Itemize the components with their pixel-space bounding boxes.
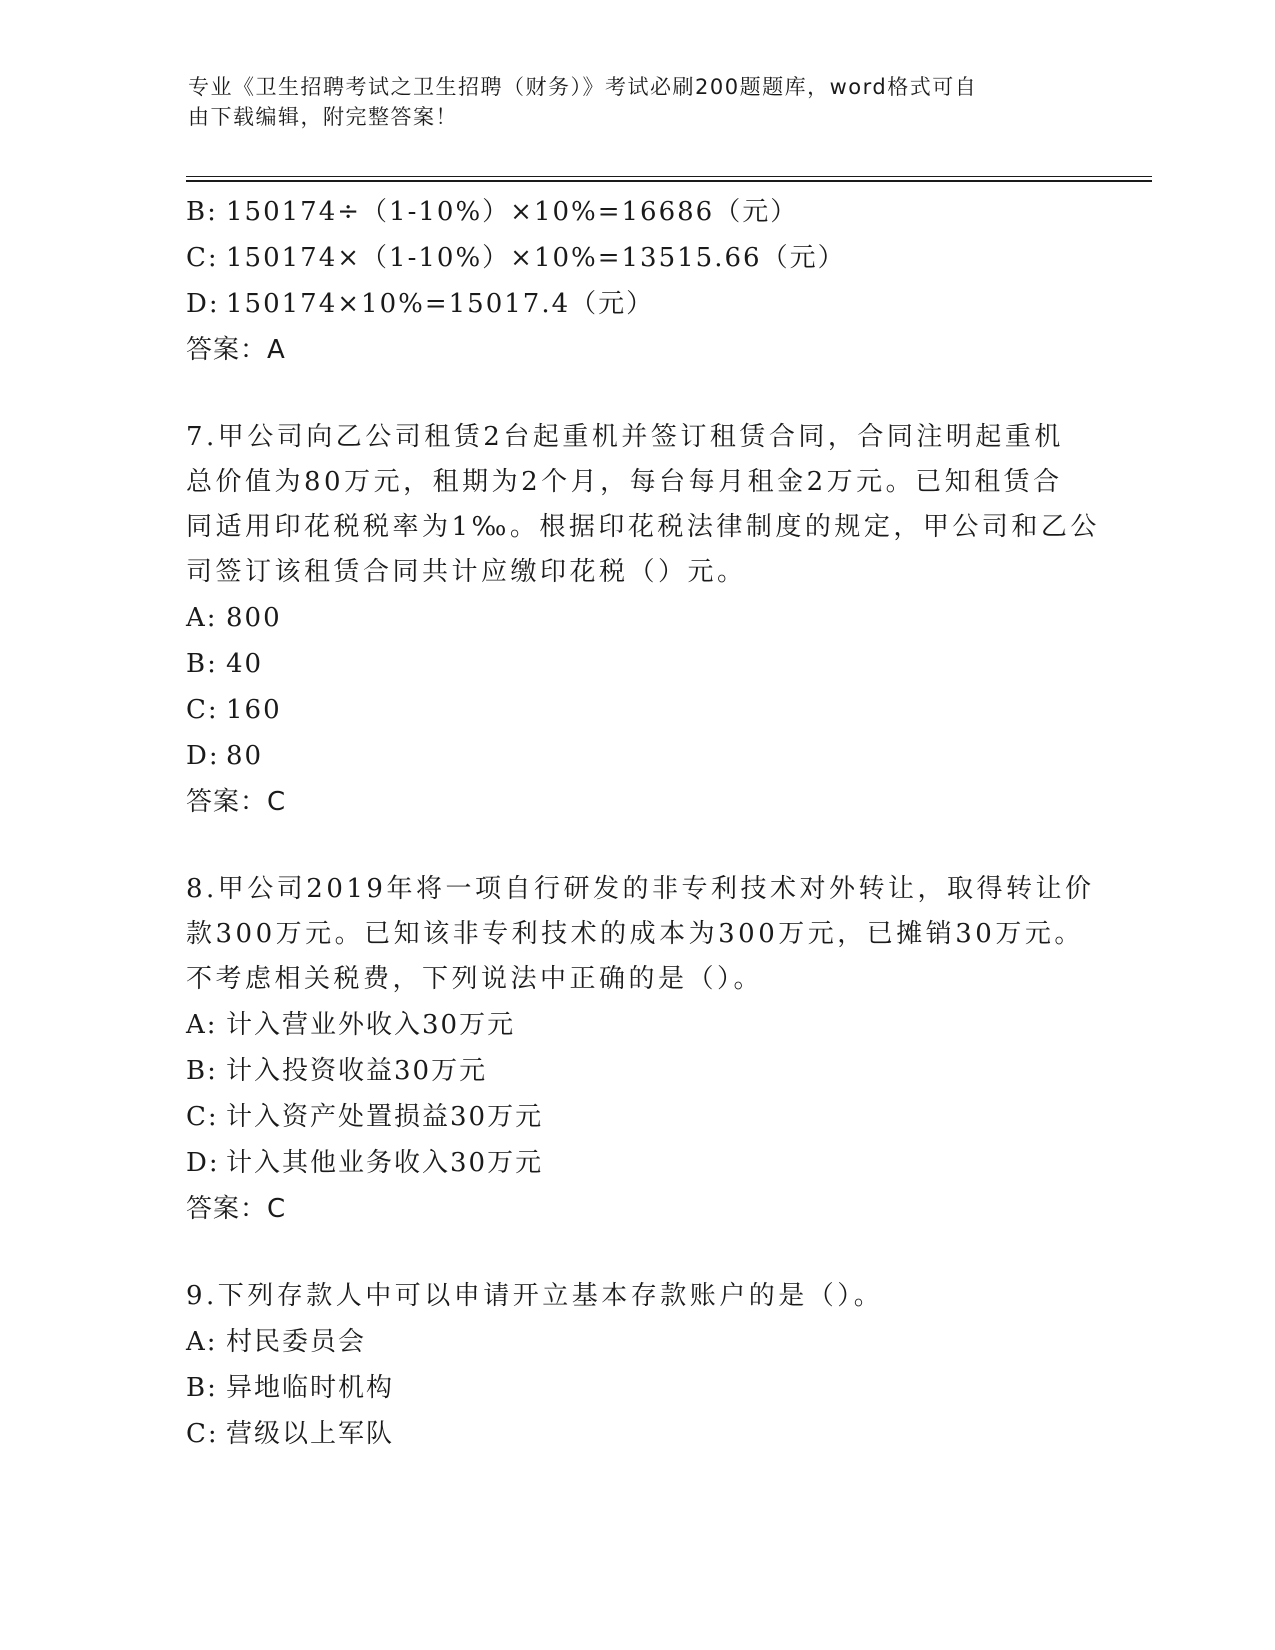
spacer xyxy=(186,825,1076,867)
question-9 xyxy=(186,1274,1076,1457)
question-text-line: 同适用印花税税率为1‰。根据印花税法律制度的规定，甲公司和乙公 xyxy=(186,512,1100,542)
question-text-line: 总价值为80万元，租期为2个月，每台每月租金2万元。已知租赁合 xyxy=(186,467,1063,497)
question-text-line: 9.下列存款人中可以申请开立基本存款账户的是（）。 xyxy=(186,1281,884,1311)
option-c: C: 150174×（1-10%）×10%=13515.66（元） xyxy=(186,243,846,273)
question-7 xyxy=(186,415,1100,825)
document-body xyxy=(186,189,1100,1457)
option-c: C: 160 xyxy=(186,695,282,725)
option-d: D: 计入其他业务收入30万元 xyxy=(186,1148,544,1178)
option-b: B: 计入投资收益30万元 xyxy=(186,1056,488,1086)
document-header xyxy=(188,72,1078,132)
answer-line: 答案：C xyxy=(186,787,287,817)
option-d: D: 80 xyxy=(186,741,264,771)
question-text-line: 8.甲公司2019年将一项自行研发的非专利技术对外转让，取得转让价 xyxy=(186,874,1095,904)
header-divider-thin xyxy=(186,176,1152,177)
option-c: C: 计入资产处置损益30万元 xyxy=(186,1102,544,1132)
option-d: D: 150174×10%=15017.4（元） xyxy=(186,289,655,319)
header-divider-thick xyxy=(186,180,1152,182)
option-a: A: 村民委员会 xyxy=(186,1327,367,1357)
answer-line: 答案：C xyxy=(186,1194,287,1224)
question-text-line: 司签订该租赁合同共计应缴印花税（）元。 xyxy=(186,557,747,587)
option-b: B: 40 xyxy=(186,649,264,679)
header-line-1: 专业《卫生招聘考试之卫生招聘（财务）》考试必刷200题题库，word格式可自 xyxy=(188,75,978,99)
question-6-continued xyxy=(186,189,1076,373)
option-b: B: 异地临时机构 xyxy=(186,1373,395,1403)
question-text-line: 7.甲公司向乙公司租赁2台起重机并签订租赁合同，合同注明起重机 xyxy=(186,422,1064,452)
answer-line: 答案：A xyxy=(186,335,286,365)
option-a: A: 800 xyxy=(186,603,282,633)
spacer xyxy=(186,373,1076,415)
option-c: C: 营级以上军队 xyxy=(186,1419,395,1449)
option-a: A: 计入营业外收入30万元 xyxy=(186,1010,516,1040)
question-text-line: 款300万元。已知该非专利技术的成本为300万元，已摊销30万元。 xyxy=(186,919,1084,949)
header-line-2: 由下载编辑，附完整答案！ xyxy=(188,105,458,129)
question-text-line: 不考虑相关税费，下列说法中正确的是（）。 xyxy=(186,964,764,994)
option-b: B: 150174÷（1-10%）×10%=16686（元） xyxy=(186,197,799,227)
spacer xyxy=(186,1232,1076,1274)
question-8 xyxy=(186,867,1095,1232)
